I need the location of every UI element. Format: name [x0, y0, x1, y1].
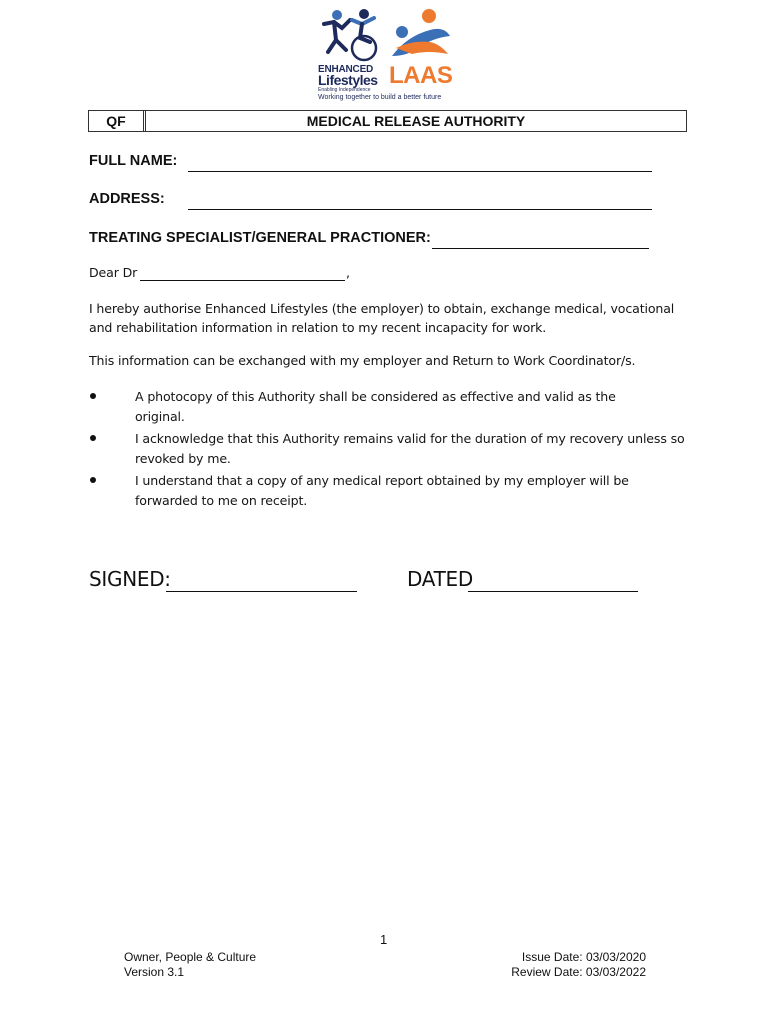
address-label: ADDRESS: — [89, 191, 165, 207]
form-code: QF — [89, 111, 146, 131]
date-line[interactable] — [468, 569, 638, 592]
full-name-label: FULL NAME: — [89, 153, 178, 169]
footer-issue-date: Issue Date: 03/03/2020 — [521, 950, 646, 964]
footer-version: Version 3.1 — [124, 965, 185, 979]
bullet-dot — [90, 435, 96, 441]
logo-laas-text: LAAS — [389, 62, 453, 89]
logo-tagline: Working together to build a better future — [318, 94, 442, 101]
bullet-3-line-2: forwarded to me on receipt. — [135, 493, 308, 508]
full-name-line[interactable] — [188, 153, 652, 172]
form-title: MEDICAL RELEASE AUTHORITY — [306, 113, 526, 129]
footer-owner: Owner, People & Culture — [124, 950, 257, 964]
address-line[interactable] — [188, 191, 652, 210]
dated-label: DATED — [407, 567, 473, 591]
logo-enabling-text: Enabling Independence — [318, 87, 371, 93]
paragraph-1-line-1: I hereby authorise Enhanced Lifestyles (the employer) to obtain, exchange medical, vocational — [89, 301, 675, 316]
greeting — [89, 263, 137, 283]
bullet-1-line-2: original. — [135, 409, 185, 424]
bullet-2-line-2: revoked by me. — [135, 451, 231, 466]
bullet-3-line-1: I understand that a copy of any medical report obtained by my employer will be — [135, 473, 629, 488]
company-logo — [312, 6, 462, 104]
treating-practitioner-line[interactable] — [432, 230, 649, 249]
bullet-2-line-1: I acknowledge that this Authority remains valid for the duration of my recovery unless so — [135, 431, 685, 446]
paragraph-1-line-2: and rehabilitation information in relation to my recent incapacity for work. — [89, 320, 547, 335]
greeting-text: Dear Dr — [89, 265, 138, 280]
signature-line[interactable] — [166, 569, 357, 592]
footer-review-date: Review Date: 03/03/2022 — [511, 965, 646, 979]
treating-practitioner-label: TREATING SPECIALIST/GENERAL PRACTIONER: — [89, 230, 431, 246]
bullet-dot — [90, 393, 96, 399]
page-number: 1 — [380, 932, 388, 947]
bullet-dot — [90, 477, 96, 483]
form-header — [88, 110, 687, 132]
signed-label: SIGNED: — [89, 567, 171, 591]
logo-enhanced-text: ENHANCED — [318, 64, 374, 75]
bullet-1-line-1: A photocopy of this Authority shall be considered as effective and valid as the — [135, 389, 616, 404]
logo-lifestyles-text: Lifestyles — [318, 72, 378, 88]
doctor-name-line[interactable] — [140, 264, 345, 281]
logo-graphic — [312, 6, 462, 66]
paragraph-2: This information can be exchanged with my employer and Return to Work Coordinator/s. — [89, 353, 636, 368]
greeting-comma: , — [346, 265, 350, 280]
